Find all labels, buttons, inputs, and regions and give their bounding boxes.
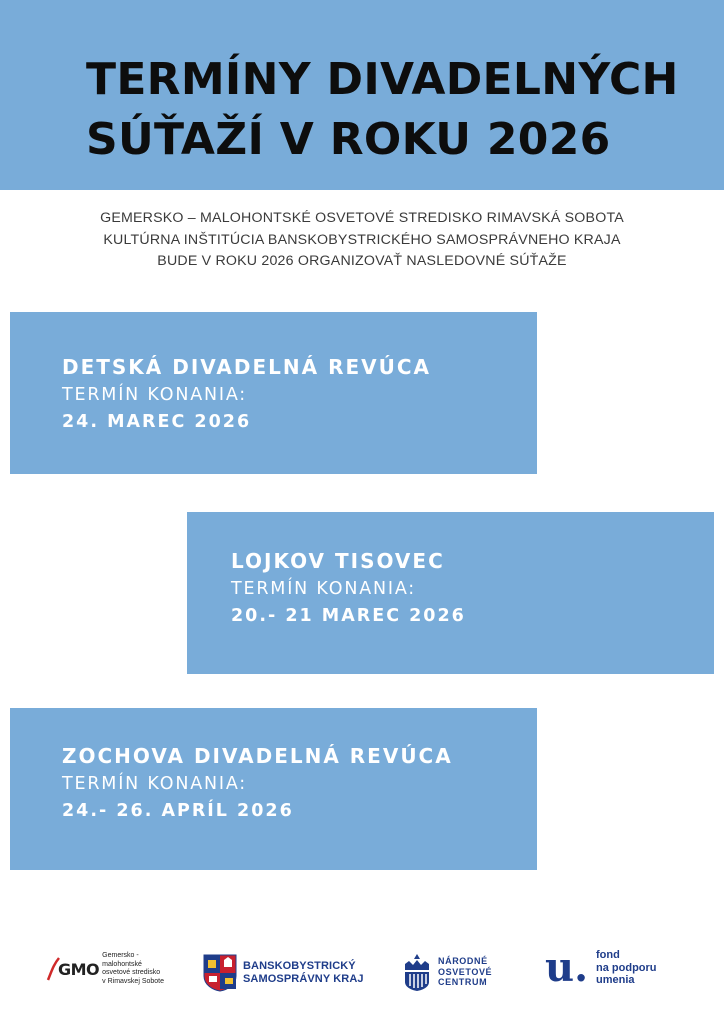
event-card-lojkov-tisovec: [187, 512, 714, 674]
gmo-text: [102, 952, 164, 986]
fpu-line-2: na podporu: [596, 961, 657, 974]
title-line-1: TERMÍNY DIVADELNÝCH: [86, 54, 679, 105]
event-card-zochova-divadelna-revuca: [10, 708, 537, 870]
event-name: LOJKOV TISOVEC: [231, 549, 445, 573]
intro-text: [0, 208, 724, 273]
noc-logo: [402, 952, 492, 992]
bbsk-coat-of-arms-icon: [203, 954, 237, 992]
partner-logos: [0, 940, 724, 1010]
title-line-2: SÚŤAŽÍ V ROKU 2026: [86, 114, 611, 165]
event-date: 20.- 21 MAREC 2026: [231, 606, 466, 626]
event-date: 24. MAREC 2026: [62, 412, 252, 432]
event-name: DETSKÁ DIVADELNÁ REVÚCA: [62, 355, 432, 379]
fpu-text: [596, 949, 657, 987]
bbsk-line-1: BANSKOBYSTRICKÝ: [243, 960, 356, 972]
event-date: 24.- 26. APRÍL 2026: [62, 801, 294, 821]
event-date-label: TERMÍN KONANIA:: [62, 774, 247, 794]
noc-text: [438, 956, 492, 988]
bbsk-line-2: SAMOSPRÁVNY KRAJ: [243, 973, 364, 985]
gmo-logo: [46, 952, 164, 986]
noc-line-3: CENTRUM: [438, 977, 488, 988]
intro-line-1: GEMERSKO – MALOHONTSKÉ OSVETOVÉ STREDISKO RIMAVSKÁ SOBOTA: [100, 210, 624, 226]
gmo-line-3: v Rimavskej Sobote: [102, 977, 165, 985]
event-card-detska-divadelna-revuca: [10, 312, 537, 474]
fpu-mark: u.: [545, 944, 589, 991]
fpu-line-1: fond: [596, 949, 620, 962]
bbsk-logo: [203, 954, 364, 992]
noc-line-2: OSVETOVÉ: [438, 966, 493, 977]
fpu-line-3: umenia: [596, 974, 635, 987]
noc-crown-icon: [402, 952, 432, 992]
intro-line-2: KULTÚRNA INŠTITÚCIA BANSKOBYSTRICKÉHO SAMOSPRÁVNEHO KRAJA: [103, 231, 621, 248]
event-date-label: TERMÍN KONANIA:: [231, 579, 416, 599]
event-name: ZOCHOVA DIVADELNÁ REVÚCA: [62, 744, 453, 768]
event-date-label: TERMÍN KONANIA:: [62, 385, 247, 405]
fpu-logo: [545, 944, 657, 991]
intro-line-3: BUDE V ROKU 2026 ORGANIZOVAŤ NASLEDOVNÉ SÚŤAŽE: [157, 253, 567, 269]
gmo-line-1: Gemersko - malohontské: [102, 952, 142, 968]
page-title: [86, 50, 706, 170]
noc-line-1: NÁRODNÉ: [438, 956, 488, 967]
bbsk-text: [243, 960, 364, 986]
header-banner: [0, 0, 724, 190]
gmo-line-2: osvetové stredisko: [102, 969, 161, 976]
gmo-mark: GMO: [58, 959, 100, 979]
